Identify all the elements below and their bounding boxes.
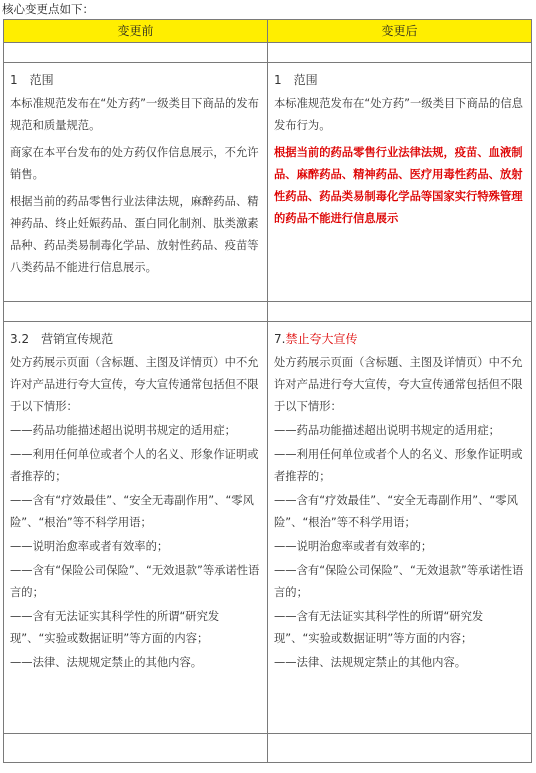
- paragraph: 本标准规范发布在“处方药”一级类目下商品的发布规范和质量规范。: [10, 97, 259, 132]
- list-item: ——法律、法规规定禁止的其他内容。: [10, 656, 203, 669]
- paragraph: 处方药展示页面（含标题、主图及详情页）中不允许对产品进行夸大宣传，夸大宣传通常包括但不限于以下情形：: [10, 356, 259, 413]
- paragraph: 根据当前的药品零售行业法律法规，麻醉药品、精神药品、终止妊娠药品、蛋白同化制剂、肽类激素品种、药品类易制毒化学品、放射性药品、疫苗等八类药品不能进行信息展示。: [10, 195, 259, 274]
- paragraph: 商家在本平台发布的处方药仅作信息展示，不允许销售。: [10, 146, 259, 181]
- scope-row: [4, 63, 532, 302]
- list-item: ——含有“保险公司保险”、“无效退款”等承诺性语言的；: [10, 564, 260, 599]
- list-item: ——法律、法规规定禁止的其他内容。: [274, 656, 467, 669]
- list-item: ——利用任何单位或者个人的名义、形象作证明或者推荐的；: [10, 448, 259, 483]
- list-item: ——含有无法证实其科学性的所谓“研究发现”、“实验或数据证明”等方面的内容；: [10, 610, 220, 645]
- list-item: ——含有“疗效最佳”、“安全无毒副作用”、“零风险”、“根治”等不科学用语；: [274, 494, 518, 529]
- header-before: 变更前: [4, 20, 268, 43]
- list-item: ——利用任何单位或者个人的名义、形象作证明或者推荐的；: [274, 448, 523, 483]
- section-title: 1 范围: [10, 73, 54, 87]
- list-item: ——说明治愈率或者有效率的；: [10, 540, 169, 553]
- section-number: 7.: [274, 332, 286, 346]
- marketing-before-cell: [4, 322, 268, 734]
- scope-after-cell: [268, 63, 532, 302]
- spacer-row: [4, 43, 532, 63]
- empty-cell: [268, 43, 532, 63]
- highlighted-paragraph: 根据当前的药品零售行业法律法规，疫苗、血液制品、麻醉药品、精神药品、医疗用毒性药品、放射性药品、药品类易制毒化学品等国家实行特殊管理的药品不能进行信息展示: [274, 146, 523, 225]
- list-item: ——含有无法证实其科学性的所谓“研究发现”、“实验或数据证明”等方面的内容；: [274, 610, 484, 645]
- list-item: ——药品功能描述超出说明书规定的适用症；: [10, 424, 236, 437]
- highlighted-title: 禁止夸大宣传: [285, 332, 358, 346]
- section-title: [274, 330, 527, 348]
- header-after: 变更后: [268, 20, 532, 43]
- empty-cell: [4, 734, 268, 763]
- intro-text: 核心变更点如下：: [2, 2, 94, 16]
- header-row: [4, 20, 532, 43]
- section-title: 1 范围: [274, 73, 318, 87]
- paragraph: 处方药展示页面（含标题、主图及详情页）中不允许对产品进行夸大宣传，夸大宣传通常包括但不限于以下情形：: [274, 356, 523, 413]
- paragraph: 本标准规范发布在“处方药”一级类目下商品的信息发布行为。: [274, 97, 523, 132]
- spacer-row: [4, 734, 532, 763]
- list-item: ——药品功能描述超出说明书规定的适用症；: [274, 424, 500, 437]
- marketing-after-cell: [268, 322, 532, 734]
- spacer-row: [4, 302, 532, 322]
- list-item: ——含有“保险公司保险”、“无效退款”等承诺性语言的；: [274, 564, 524, 599]
- list-item: ——含有“疗效最佳”、“安全无毒副作用”、“零风险”、“根治”等不科学用语；: [10, 494, 254, 529]
- list-item: ——说明治愈率或者有效率的；: [274, 540, 433, 553]
- scope-before-cell: [4, 63, 268, 302]
- empty-cell: [4, 302, 268, 322]
- empty-cell: [268, 734, 532, 763]
- section-title: 3.2 营销宣传规范: [10, 332, 114, 346]
- empty-cell: [4, 43, 268, 63]
- empty-cell: [268, 302, 532, 322]
- comparison-table: [3, 19, 532, 763]
- marketing-row: [4, 322, 532, 734]
